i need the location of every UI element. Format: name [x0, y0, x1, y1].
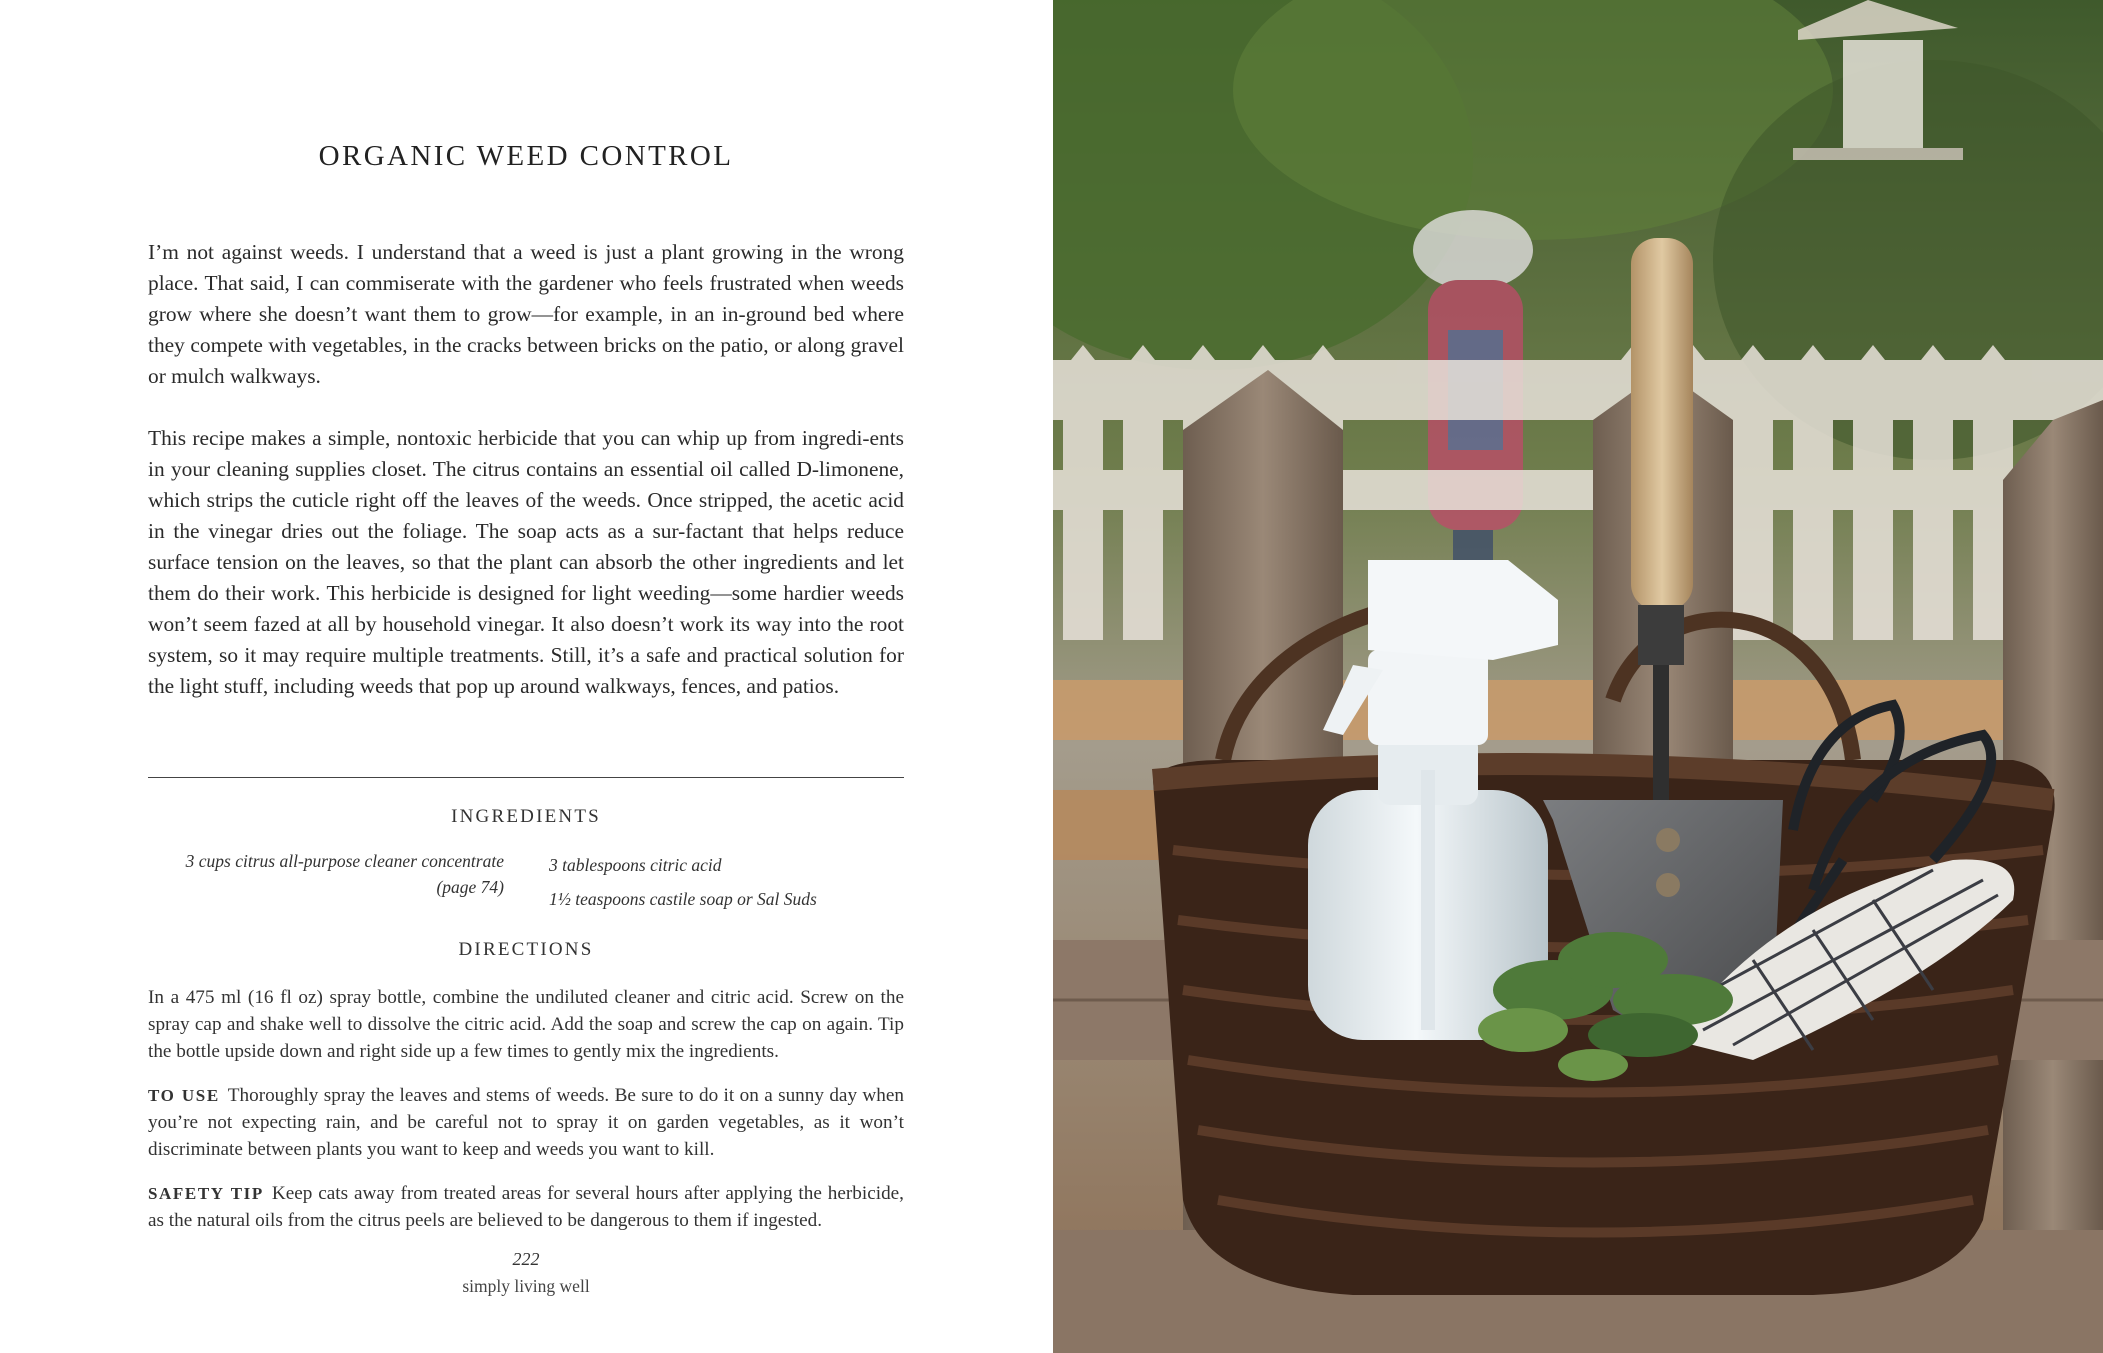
- recipe-title: ORGANIC WEED CONTROL: [318, 140, 734, 172]
- to-use-text: Thoroughly spray the leaves and stems of weeds. Be sure to do it on a sunny day when you’re not expecting rain, and be careful not to spray it on garden vegetables, as it won’t discriminate between plants you want to keep and weeds you want to kill.: [148, 1085, 904, 1160]
- section-divider: [148, 777, 904, 778]
- page-number: 222: [512, 1249, 540, 1269]
- ingredients-column-left: [150, 848, 504, 900]
- directions-heading: DIRECTIONS: [458, 939, 594, 960]
- to-use-note: [148, 1082, 904, 1163]
- photo-page: [1053, 0, 2103, 1353]
- garden-basket-photo: [1053, 0, 2103, 1353]
- ingredients-heading: INGREDIENTS: [451, 806, 601, 827]
- intro-paragraph-2: This recipe makes a simple, nontoxic herbicide that you can whip up from ingredi-ents in your cleaning supplies closet. The citrus contains an essential oil called D-limonene, which strips the cuticle right off the leaves of the weeds. Once stripped, the acetic acid in the vinegar dries out the foliage. The soap acts as a sur-factant that helps reduce surface tension on the leaves, so that the plant can absorb the other ingredients and let them do their work. This herbicide is designed for light weeding—some hardier weeds won’t seem fazed at all by household vinegar. It also doesn’t work its way into the root system, so it may require multiple treatments. Still, it’s a safe and practical solution for the light stuff, including weeds that pop up around walkways, fences, and patios.: [148, 426, 904, 698]
- ingredient-item: 1½ teaspoons castile soap or Sal Suds: [549, 889, 817, 909]
- intro-paragraph-1: I’m not against weeds. I understand that a weed is just a plant growing in the wrong place. That said, I can commiserate with the gardener who feels frustrated when weeds grow where she doesn’t want them to grow—for example, in an in-ground bed where they compete with vegetables, in the cracks between bricks on the patio, or along gravel or mulch walkways.: [148, 240, 904, 388]
- directions-text: In a 475 ml (16 fl oz) spray bottle, combine the undiluted cleaner and citric acid. Screw on the spray cap and shake well to dissolve the citric acid. Add the soap and screw the cap on again. Tip the bottle upside down and right side up a few times to gently mix the ingredients.: [148, 987, 904, 1062]
- ingredients-column-right: [549, 848, 905, 916]
- ingredient-item: 3 cups citrus all-purpose cleaner concentrate: [185, 851, 504, 871]
- safety-tip-note: [148, 1180, 904, 1234]
- ingredient-item: 3 tablespoons citric acid: [549, 855, 722, 875]
- ingredient-page-reference: (page 74): [436, 877, 504, 897]
- running-footer: simply living well: [462, 1276, 590, 1296]
- safety-tip-label: SAFETY TIP: [148, 1184, 264, 1203]
- safety-tip-text: Keep cats away from treated areas for several hours after applying the herbicide, as the natural oils from the citrus peels are believed to be dangerous to them if ingested.: [148, 1183, 904, 1231]
- to-use-label: TO USE: [148, 1086, 220, 1105]
